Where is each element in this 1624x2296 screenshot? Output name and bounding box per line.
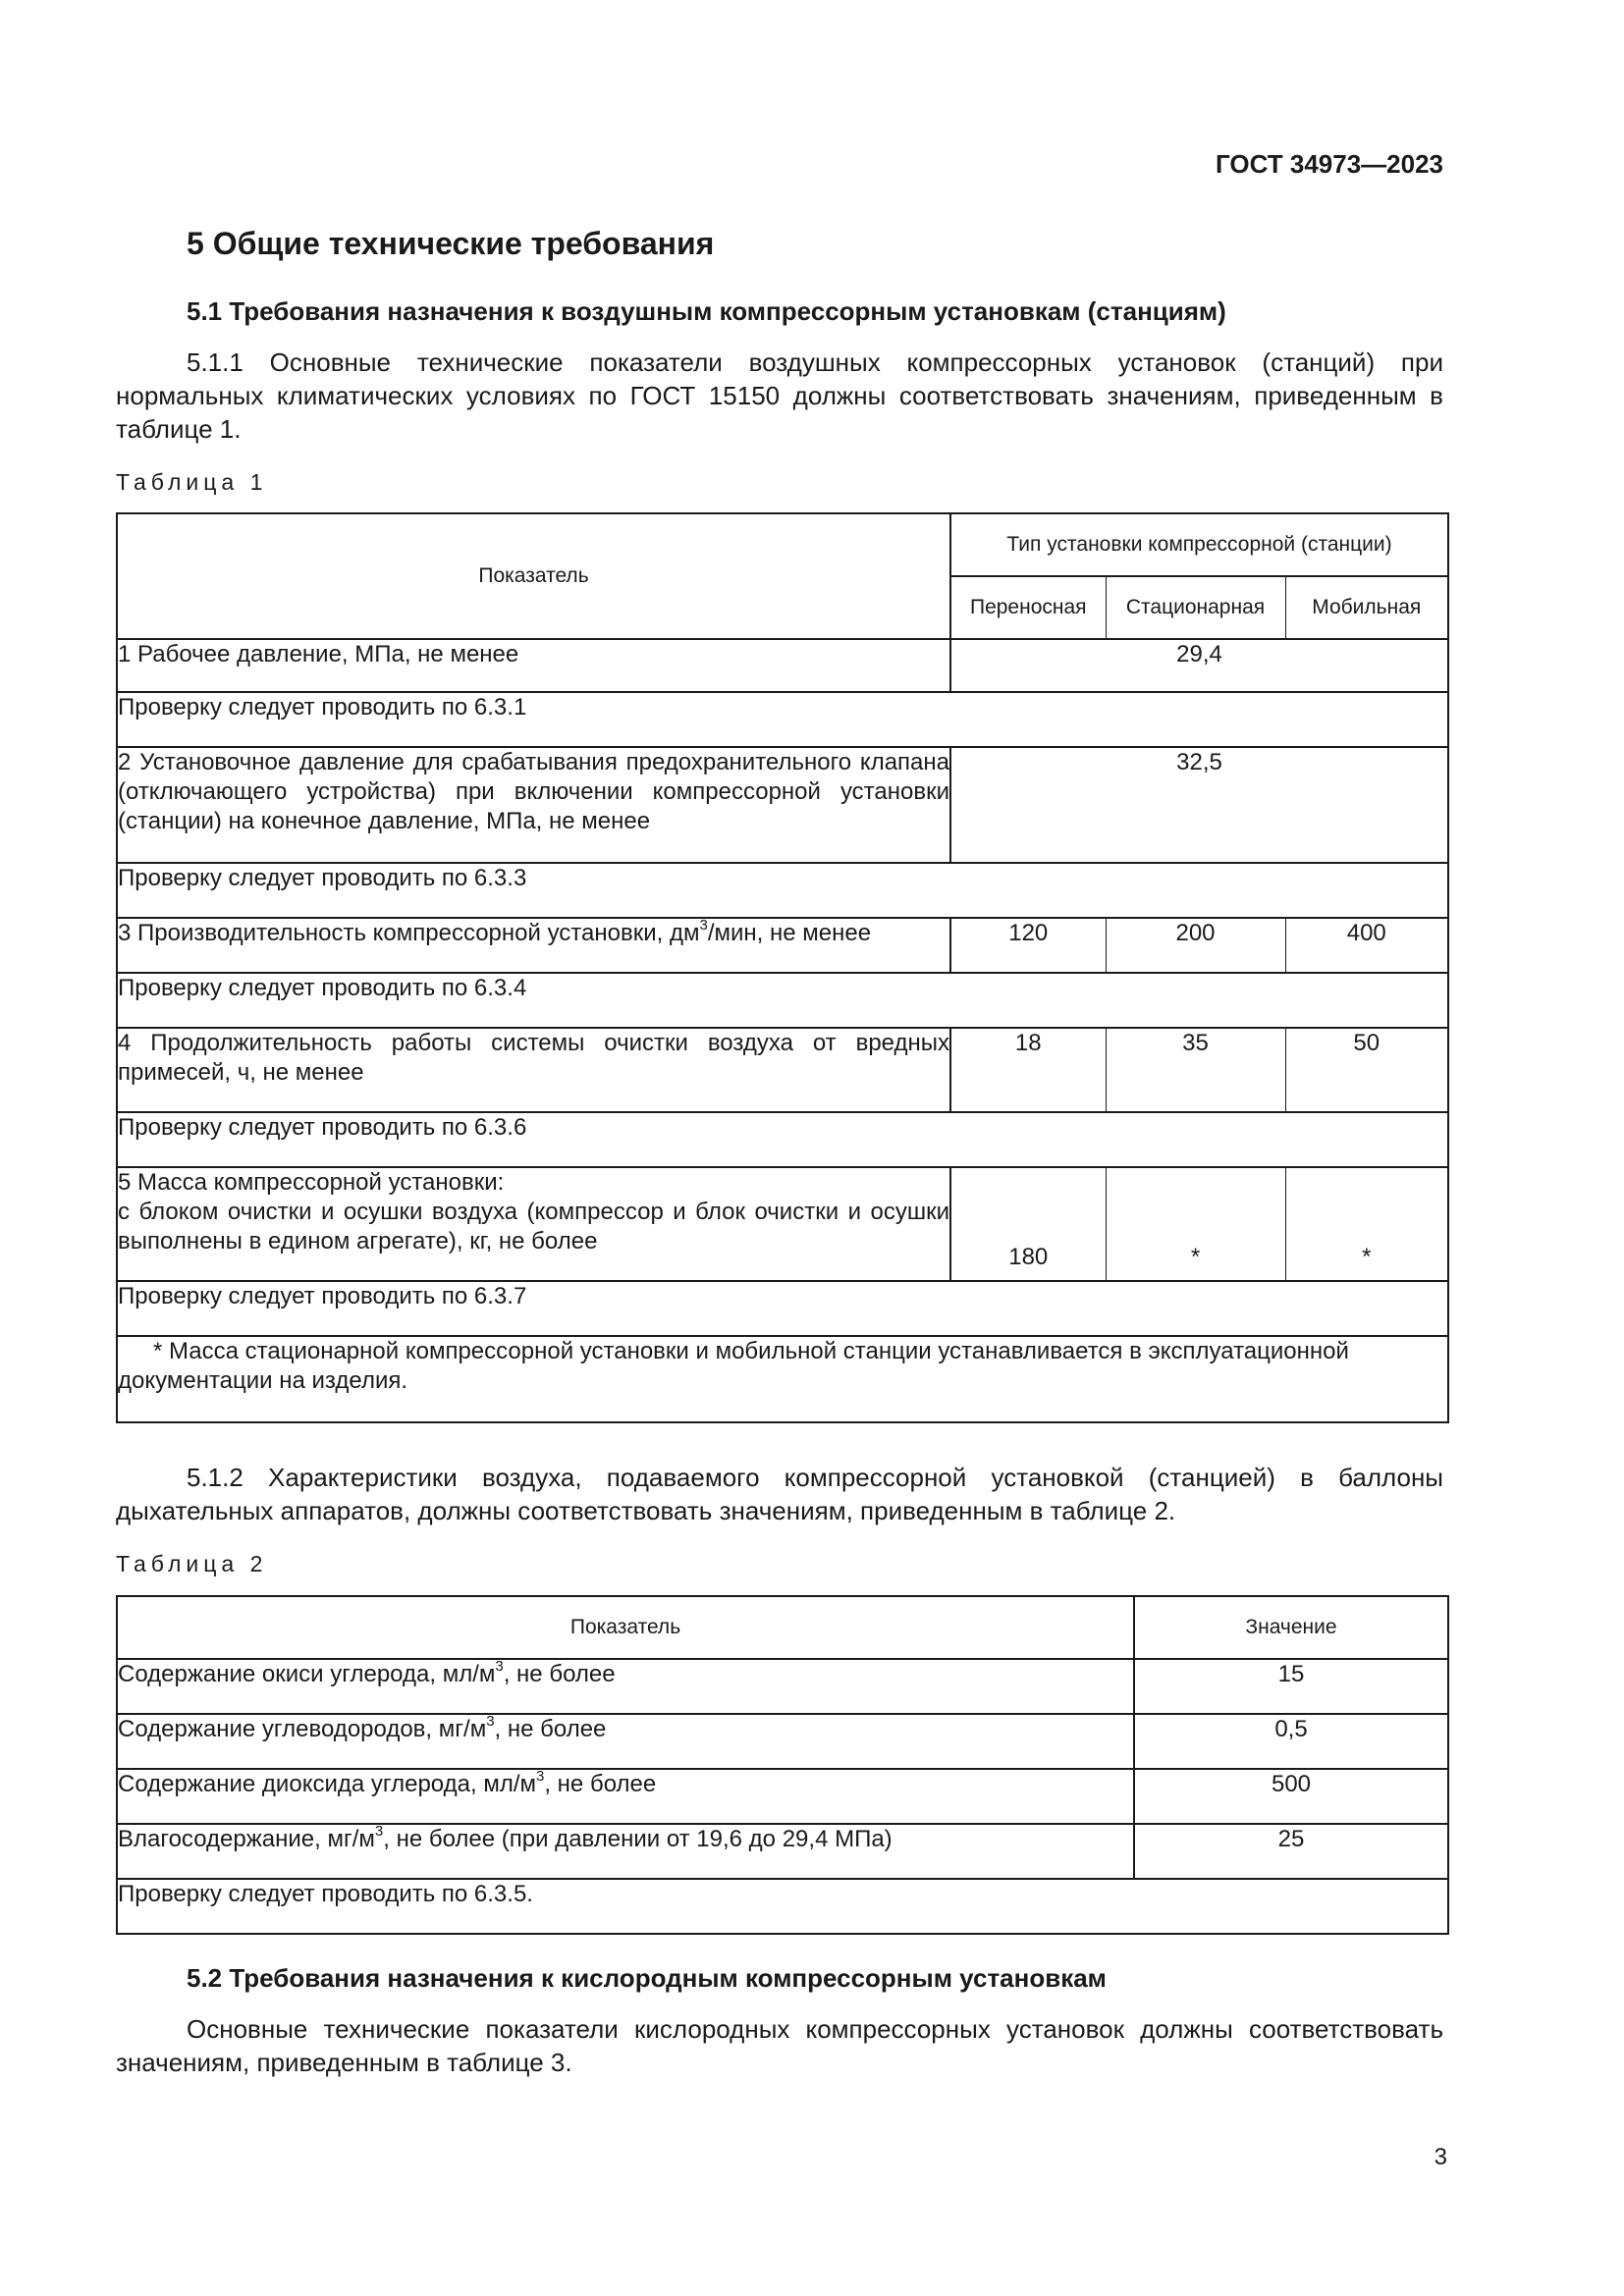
table-2-header-value: Значение bbox=[1134, 1596, 1448, 1659]
table-row bbox=[117, 1281, 1448, 1336]
row-5-label: 5 Масса компрессорной установки: с блоком очистки и осушки воздуха (компрессор и блок очистки и осушки выполнены в едином агрегате), кг, не более bbox=[117, 1167, 950, 1281]
table-2-row-label: Содержание углеводородов, $мг/м^3$, не более bbox=[117, 1714, 1134, 1769]
row-3-portable: 120 bbox=[950, 918, 1106, 973]
row-5-mobile: * bbox=[1285, 1167, 1448, 1281]
table-row bbox=[117, 1659, 1448, 1714]
row-4-mobile: 50 bbox=[1285, 1028, 1448, 1112]
table-row bbox=[117, 1714, 1448, 1769]
paragraph-5-2: Основные технические показатели кислородных компрессорных установок должны соответствовать значениям, приведенным в таблице 3. bbox=[116, 2014, 1443, 2077]
row-5-stationary: * bbox=[1106, 1167, 1285, 1281]
table-row bbox=[117, 1769, 1448, 1824]
section-title: 5 Общие технические требования bbox=[187, 226, 715, 261]
row-3-check: Проверку следует проводить по 6.3.4 bbox=[117, 973, 1448, 1028]
table-2-row-value: 0,5 bbox=[1134, 1714, 1448, 1769]
table-row bbox=[117, 1167, 1448, 1281]
table-row bbox=[117, 747, 1448, 863]
table-row bbox=[117, 973, 1448, 1028]
table-1-header-portable: Переносная bbox=[950, 576, 1106, 639]
row-4-stationary: 35 bbox=[1106, 1028, 1285, 1112]
table-row bbox=[117, 863, 1448, 918]
row-3-stationary: 200 bbox=[1106, 918, 1285, 973]
row-2-label: 2 Установочное давление для срабатывания предохранительного клапана (отключающего устройства) при включении компрессорной установки (станции) на конечное давление, МПа, не менее bbox=[117, 747, 950, 863]
table-2-row-value: 500 bbox=[1134, 1769, 1448, 1824]
table-row bbox=[117, 918, 1448, 973]
table-row bbox=[117, 1824, 1448, 1879]
table-2-row-value: 25 bbox=[1134, 1824, 1448, 1879]
row-5-portable: 180 bbox=[950, 1167, 1106, 1281]
table-2-row-value: 15 bbox=[1134, 1659, 1448, 1714]
table-2-caption: Таблица 2 bbox=[116, 1551, 268, 1576]
row-3-mobile: 400 bbox=[1285, 918, 1448, 973]
table-1-footnote: * Масса стационарной компрессорной установки и мобильной станции устанавливается в эксплуатационной документации на изделия. bbox=[117, 1336, 1448, 1422]
paragraph-5-1-2: 5.1.2 Характеристики воздуха, подаваемого компрессорной установкой (станцией) в баллоны дыхательных аппаратов, должны соответствовать значениям, приведенным в таблице 2. bbox=[116, 1463, 1443, 1525]
subsection-5-1-title: 5.1 Требования назначения к воздушным компрессорным установкам (станциям) bbox=[187, 296, 1226, 326]
row-3-label: 3 Производительность компрессорной установки, $дм^3$/мин, не менее bbox=[117, 918, 950, 973]
table-2 bbox=[116, 1595, 1449, 1935]
table-row bbox=[117, 1028, 1448, 1112]
table-1-header-mobile: Мобильная bbox=[1285, 576, 1448, 639]
document-code: ГОСТ 34973—2023 bbox=[1216, 149, 1443, 179]
paragraph-5-1-1: 5.1.1 Основные технические показатели воздушных компрессорных установок (станций) при нормальных климатических условиях по ГОСТ 15150 должны соответствовать значениям, приведенным в таблице 1. bbox=[116, 347, 1443, 444]
table-row bbox=[117, 692, 1448, 747]
subsection-5-2-title: 5.2 Требования назначения к кислородным компрессорным установкам bbox=[187, 1963, 1107, 1993]
row-4-check: Проверку следует проводить по 6.3.6 bbox=[117, 1112, 1448, 1167]
table-row bbox=[117, 1112, 1448, 1167]
row-4-label: 4 Продолжительность работы системы очистки воздуха от вредных примесей, ч, не менее bbox=[117, 1028, 950, 1112]
table-2-check: Проверку следует проводить по 6.3.5. bbox=[117, 1879, 1448, 1934]
page-number: 3 bbox=[1434, 2144, 1447, 2170]
table-2-row-label: Влагосодержание, $мг/м^3$, не более (при давлении от 19,6 до 29,4 МПа) bbox=[117, 1824, 1134, 1879]
table-row bbox=[117, 639, 1448, 692]
row-4-portable: 18 bbox=[950, 1028, 1106, 1112]
row-1-value: 29,4 bbox=[950, 639, 1448, 692]
row-2-check: Проверку следует проводить по 6.3.3 bbox=[117, 863, 1448, 918]
table-1-header-indicator: Показатель bbox=[117, 513, 950, 639]
row-5-check: Проверку следует проводить по 6.3.7 bbox=[117, 1281, 1448, 1336]
table-1-header-stationary: Стационарная bbox=[1106, 576, 1285, 639]
table-1-caption: Таблица 1 bbox=[116, 469, 268, 495]
table-row bbox=[117, 1879, 1448, 1934]
row-1-label: 1 Рабочее давление, МПа, не менее bbox=[117, 639, 950, 692]
table-1-header-type: Тип установки компрессорной (станции) bbox=[950, 513, 1448, 576]
table-2-row-label: Содержание диоксида углерода, $мл/м^3$, не более bbox=[117, 1769, 1134, 1824]
table-2-header-indicator: Показатель bbox=[117, 1596, 1134, 1659]
table-footnote-row bbox=[117, 1336, 1448, 1422]
table-2-row-label: Содержание окиси углерода, $мл/м^3$, не более bbox=[117, 1659, 1134, 1714]
row-1-check: Проверку следует проводить по 6.3.1 bbox=[117, 692, 1448, 747]
row-2-value: 32,5 bbox=[950, 747, 1448, 863]
table-1 bbox=[116, 512, 1449, 1423]
